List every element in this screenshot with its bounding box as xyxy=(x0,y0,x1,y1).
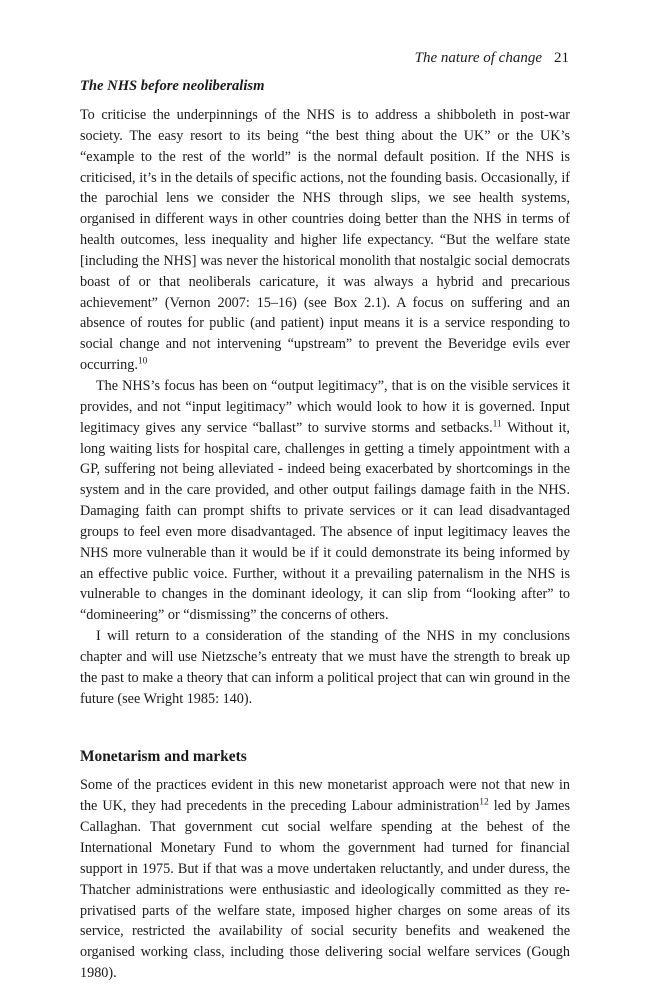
paragraph-text: The NHS’s focus has been on “output legitimacy”, that is on the visible services it provides, and not “input legitimacy” which would look to how it is governed. Input legitimacy gives any service “ballast” to survive storms and setbacks. xyxy=(80,377,570,436)
footnote-ref: 12 xyxy=(479,797,489,808)
paragraph xyxy=(80,376,570,626)
running-head xyxy=(415,48,569,68)
paragraph-text: Without it, long waiting lists for hospital care, challenges in getting a timely appointment with a GP, suffering not being alleviated - indeed being exacerbated by shortcomings in the system and in the care provided, and other output failings damage faith in the NHS. Damaging faith can prompt shifts to private services or it can lead disadvantaged groups to feel even more disadvantaged. The absence of input legitimacy leaves the NHS more vulnerable than it would be if it could demonstrate its being informed by an effective public voice. Further, without it a prevailing paternalism in the NHS is vulnerable to changes in the dominant ideology, it can slip from “looking after” to “domineering” or “dismissing” the concerns of others. xyxy=(80,419,570,624)
paragraph-text: To criticise the underpinnings of the NHS is to address a shibboleth in post-war society. The easy resort to its being “the best thing about the UK” or the UK’s “example to the rest of the world” is the normal default position. If the NHS is criticised, it’s in the details of specific actions, not the founding basis. Occasionally, if the parochial lens we consider the NHS through slips, we see health systems, organised in different ways in other countries doing better than the NHS in terms of health outcomes, less inequality and higher life expectancy. “But the welfare state [including the NHS] was never the historical monolith that nostalgic social democrats boast of or that neoliberals caricature, it was always a hybrid and precarious achievement” (Vernon 2007: 15–16) (see Box 2.1). A focus on suffering and an absence of routes for public (and patient) input means it is a service responding to social change and not intervening “upstream” to prevent the Beveridge evils ever occurring. xyxy=(80,107,570,374)
footnote-ref: 10 xyxy=(137,356,148,367)
body-text xyxy=(80,76,570,984)
footnote-ref: 11 xyxy=(492,418,502,429)
paragraph-text: I will return to a consideration of the standing of the NHS in my conclusions chapter and will use Nietzsche’s entreaty that we must have the strength to break up the past to make a theory that can inform a political project that can win ground in the future (see Wright 1985: 140). xyxy=(80,628,570,707)
page-number: 21 xyxy=(554,50,569,66)
section-heading: Monetarism and markets xyxy=(80,748,247,766)
running-head-title: The nature of change xyxy=(414,50,542,66)
paragraph xyxy=(80,626,570,709)
paragraph-text: Some of the practices evident in this new monetarist approach were not that new in the UK, they had precedents in the preceding Labour administration xyxy=(80,777,570,815)
paragraph-text: led by James Callaghan. That government cut social welfare spending at the behest of the International Monetary Fund to whom the government had turned for financial support in 1975. But if that was a move undertaken reluctantly, and under duress, the Thatcher administrations were enthusiastic and ideologically committed as they re-privatised parts of the welfare state, imposed higher charges on some areas of its service, restricted the availability of social security benefits and weakened the organised working class, including those delivering social welfare services (Gough 1980). xyxy=(80,798,570,982)
paragraph xyxy=(80,105,570,376)
subsection-heading: The NHS before neoliberalism xyxy=(80,78,265,94)
paragraph xyxy=(80,775,570,983)
